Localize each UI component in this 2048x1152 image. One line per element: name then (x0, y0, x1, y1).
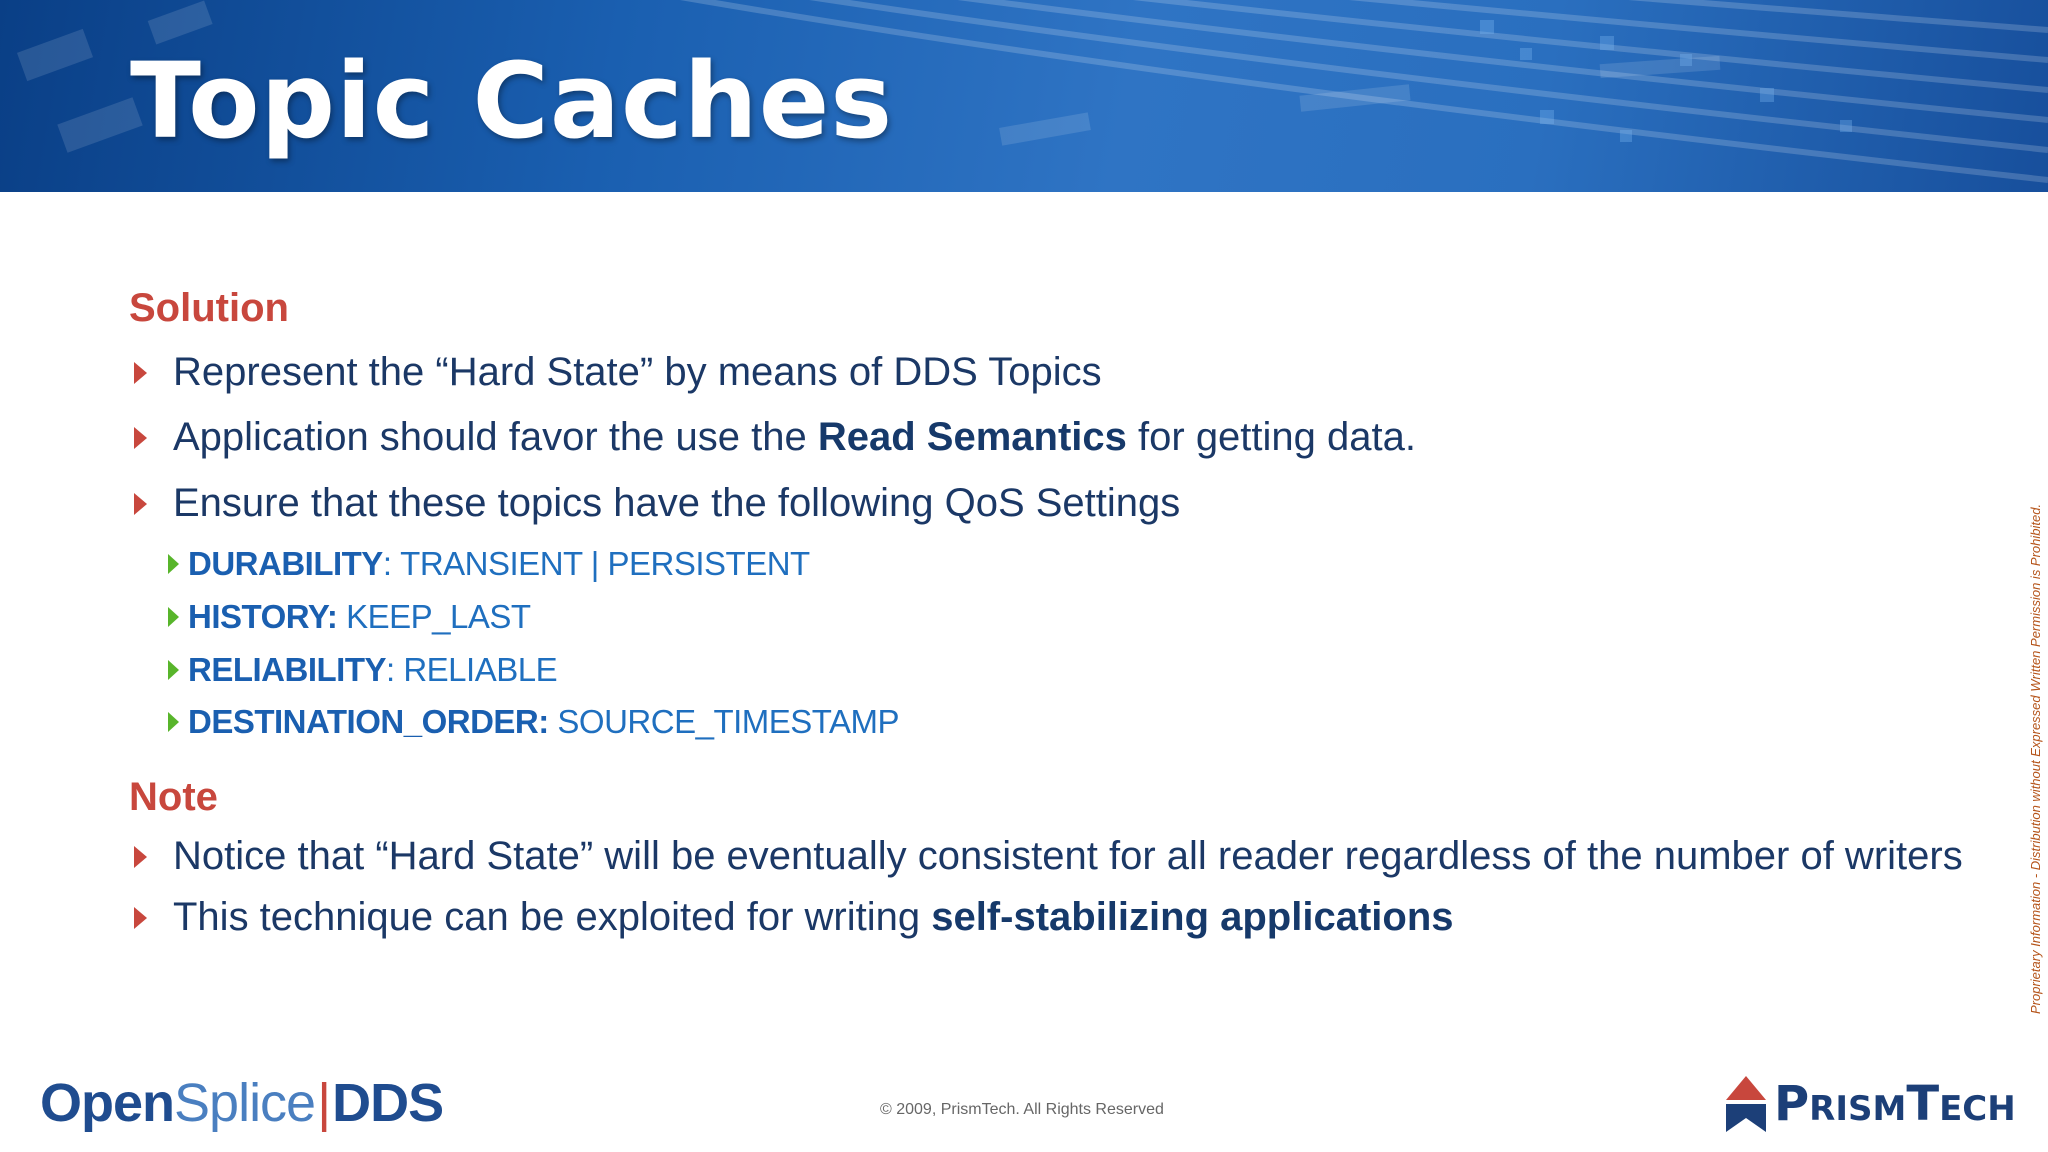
bullet-arrow-icon (134, 493, 147, 515)
bullet-2-post: for getting data. (1126, 415, 1416, 459)
qos-key: RELIABILITY (188, 651, 386, 688)
bullet-1 (134, 350, 1102, 395)
prismtech-logo (1724, 1074, 2016, 1134)
solution-heading: Solution (129, 286, 289, 330)
bullet-arrow-icon (134, 846, 147, 868)
note-1-text: Notice that “Hard State” will be eventually consistent for all reader regardless of the number of writers (173, 834, 1963, 878)
logo-splice: Splice (174, 1073, 316, 1133)
qos-value: SOURCE_TIMESTAMP (557, 703, 900, 740)
qos-sep (337, 598, 346, 636)
proprietary-notice: Proprietary Information - Distribution without Expressed Written Permission is Prohibited. (2028, 503, 2043, 1014)
logo-separator: | (317, 1073, 331, 1133)
bullet-3 (134, 481, 1180, 526)
sub-bullet-arrow-icon (168, 660, 179, 680)
qos-sep: : (382, 545, 401, 582)
bullet-3-text: Ensure that these topics have the following QoS Settings (173, 481, 1181, 525)
qos-item-destination-order (168, 703, 899, 741)
qos-key: DESTINATION_ORDER: (188, 703, 549, 740)
note-2-bold: self-stabilizing applications (931, 895, 1454, 939)
bullet-2-pre: Application should favor the use the (173, 415, 818, 459)
bullet-2 (134, 415, 1416, 460)
qos-sep (549, 703, 558, 741)
bullet-2-bold: Read Semantics (817, 415, 1127, 459)
note-bullet-2 (134, 895, 1454, 940)
qos-item-reliability (168, 651, 557, 689)
note-2-text (173, 895, 1454, 940)
sub-bullet-arrow-icon (168, 712, 179, 732)
qos-key: DURABILITY (188, 545, 383, 582)
qos-item-history (168, 598, 531, 636)
prismtech-wordmark: PrismTech (1774, 1076, 2016, 1132)
bullet-arrow-icon (134, 362, 147, 384)
note-bullet-1 (134, 834, 1963, 879)
note-heading: Note (129, 775, 218, 819)
qos-value: RELIABLE (403, 651, 558, 688)
bullet-arrow-icon (134, 907, 147, 929)
logo-open: Open (40, 1073, 175, 1133)
opensplice-dds-logo (40, 1072, 443, 1134)
slide-title: Topic Caches (130, 40, 894, 162)
qos-value: TRANSIENT | PERSISTENT (400, 545, 810, 582)
sub-bullet-arrow-icon (168, 554, 179, 574)
qos-item-durability (168, 545, 810, 583)
qos-sep: : (386, 651, 404, 688)
qos-value: KEEP_LAST (346, 598, 531, 635)
sub-bullet-arrow-icon (168, 607, 179, 627)
bullet-arrow-icon (134, 427, 147, 449)
header-banner (0, 0, 2048, 192)
note-2-pre: This technique can be exploited for writing (173, 895, 932, 939)
prism-icon (1724, 1074, 1768, 1134)
qos-key: HISTORY: (188, 598, 338, 635)
bullet-1-text: Represent the “Hard State” by means of DDS Topics (173, 350, 1102, 394)
bullet-2-text (173, 415, 1416, 460)
copyright-text: © 2009, PrismTech. All Rights Reserved (880, 1101, 1164, 1118)
logo-dds: DDS (332, 1073, 444, 1133)
